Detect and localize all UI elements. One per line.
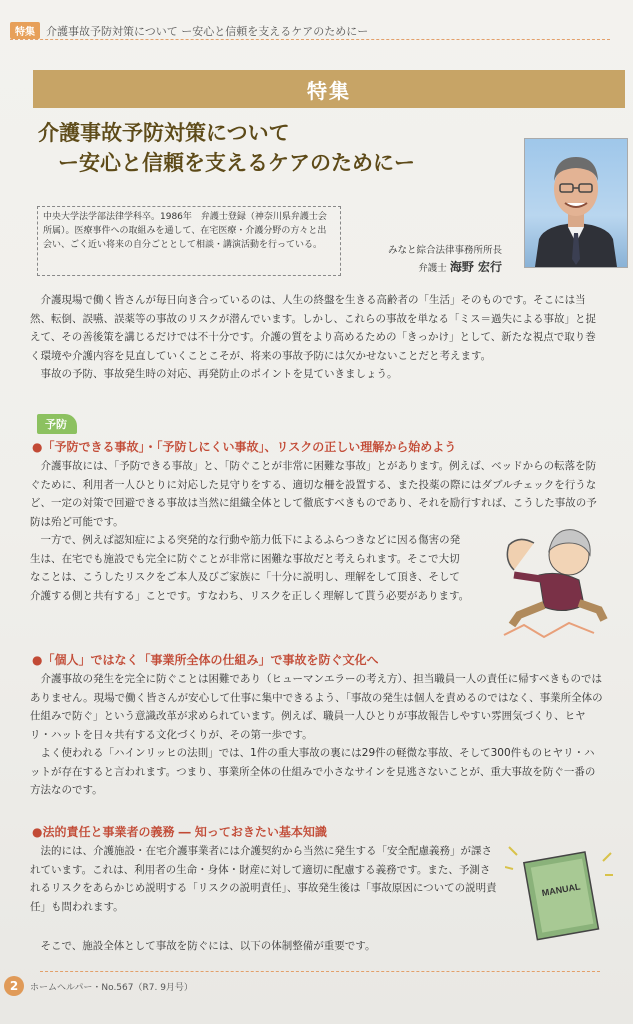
running-header-text: 介護事故予防対策について ー安心と信頼を支えるケアのためにー [46, 24, 369, 38]
section-1-text-b [30, 531, 470, 605]
author-bio: 中央大学法学部法律学科卒。1986年 弁護士登録（神奈川県弁護士会所属）。医療事件への取組みを通して、在宅医療・介護分野の方々と出会い、ごく近い将来の自分ごととして相談・講演活動を行っている。 [37, 206, 341, 276]
paragraph: 介護事故の発生を完全に防ぐことは困難であり（ヒューマンエラーの考え方）、担当職員一人の責任に帰すべきものではありません。現場で働く皆さんが安心して仕事に集中できるよう、「事故の発生は個人を責めるのではなく、事業所全体の仕組みで防ぐ」という意識改革が求められています。例えば、職員一人ひとりが事故報告しやすい雰囲気づくり、ヒヤリ・ハットを日々共有する文化づくりが、その第一歩です。 [30, 673, 603, 741]
section-heading: ●「個人」ではなく「事業所全体の仕組み」で事故を防ぐ文化へ [32, 653, 379, 667]
manual-book-illustration [505, 835, 615, 945]
section-heading: ●「予防できる事故」・「予防しにくい事故」、リスクの正しい理解から始めよう [32, 440, 457, 454]
manual-label: MANUAL [541, 881, 582, 899]
section-3-text [30, 842, 498, 916]
article-title [38, 118, 415, 178]
footer-rule [40, 971, 600, 972]
page-number: 2 [4, 976, 24, 996]
intro-paragraph: 介護現場で働く皆さんが毎日向き合っているのは、人生の終盤を生きる高齢者の「生活」そのものです。そこには当然、転倒、誤嚥、誤薬等の事故のリスクが潜んでいます。しかし、これらの事故を単なる「ミス＝過失による事故」と捉えて、その善後策を講じるだけでは不十分です。介護の質をより高めるための「きっかけ」として、新たな視点で取り巻く環境や介護内容を見直していくことこそが、将来の事故予防には欠かせないことだと考えます。 [30, 294, 596, 362]
falling-elderly-illustration [484, 515, 614, 645]
paragraph: そこで、施設全体として事故を防ぐには、以下の体制整備が重要です。 [40, 940, 376, 952]
author-name: 海野 宏行 [449, 260, 502, 274]
author-byline [360, 243, 502, 277]
paragraph: 法的には、介護施設・在宅介護事業者には介護契約から当然に発生する「安全配慮義務」が課されています。これは、利用者の生命・身体・財産に対して適切に配慮する義務です。また、予測されるリスクをあらかじめ説明する「リスクの説明責任」、事故発生後は「事故原因についての説明責任」も問われます。 [30, 845, 497, 913]
running-header [10, 22, 368, 39]
issue-info: ホームヘルパー・No.567（R7. 9月号） [30, 982, 193, 993]
feature-banner: 特集 [33, 70, 625, 108]
author-office: みなと綜合法律事務所所長 [387, 245, 502, 256]
paragraph: 一方で、例えば認知症による突発的な行動や筋力低下によるふらつきなどに因る傷害の発生は、在宅でも施設でも完全に防ぐことが非常に困難な事故だと考えられます。そこで大切なことは、こうしたリスクをご本人及びご家族に「十分に説明し、理解をして頂き、そして介護する側と共有する」ことです。すなわち、リスクを正しく理解して貰う必要があります。 [30, 534, 470, 602]
title-line-1: 介護事故予防対策について [38, 121, 290, 145]
title-line-2: ー安心と信頼を支えるケアのためにー [58, 151, 415, 175]
running-header-rule [10, 39, 610, 40]
running-header-tag: 特集 [10, 22, 40, 39]
section-tag: 予防 [37, 414, 77, 434]
paragraph: よく使われる「ハインリッヒの法則」では、1件の重大事故の裏には29件の軽微な事故、そして300件ものヒヤリ・ハットが存在すると言われます。つまり、事業所全体の仕組みで小さなサインを見逃さないことが、重大事故を防ぐ一番の方法なのです。 [30, 747, 596, 796]
author-photo [524, 138, 628, 268]
section-2-text [30, 670, 604, 800]
section-heading: ●法的責任と事業者の義務 ― 知っておきたい基本知識 [32, 825, 327, 839]
author-role: 弁護士 [418, 263, 447, 274]
paragraph: 介護事故には、「予防できる事故」と、「防ぐことが非常に困難な事故」とがあります。例えば、ベッドからの転落を防ぐために、利用者一人ひとりに対応した見守りをする、適切な柵を設置する、また投薬の際にはダブルチェックを行うなど、一定の対策で回避できる事故は当然に組織全体として徹底すべきものであり、それを励行すれば、こうした事故の予防は殆ど可能です。 [30, 460, 597, 528]
intro-paragraph: 事故の予防、事故発生時の対応、再発防止のポイントを見ていきましょう。 [40, 368, 398, 380]
page-footer [4, 976, 193, 996]
intro-text [30, 291, 604, 384]
